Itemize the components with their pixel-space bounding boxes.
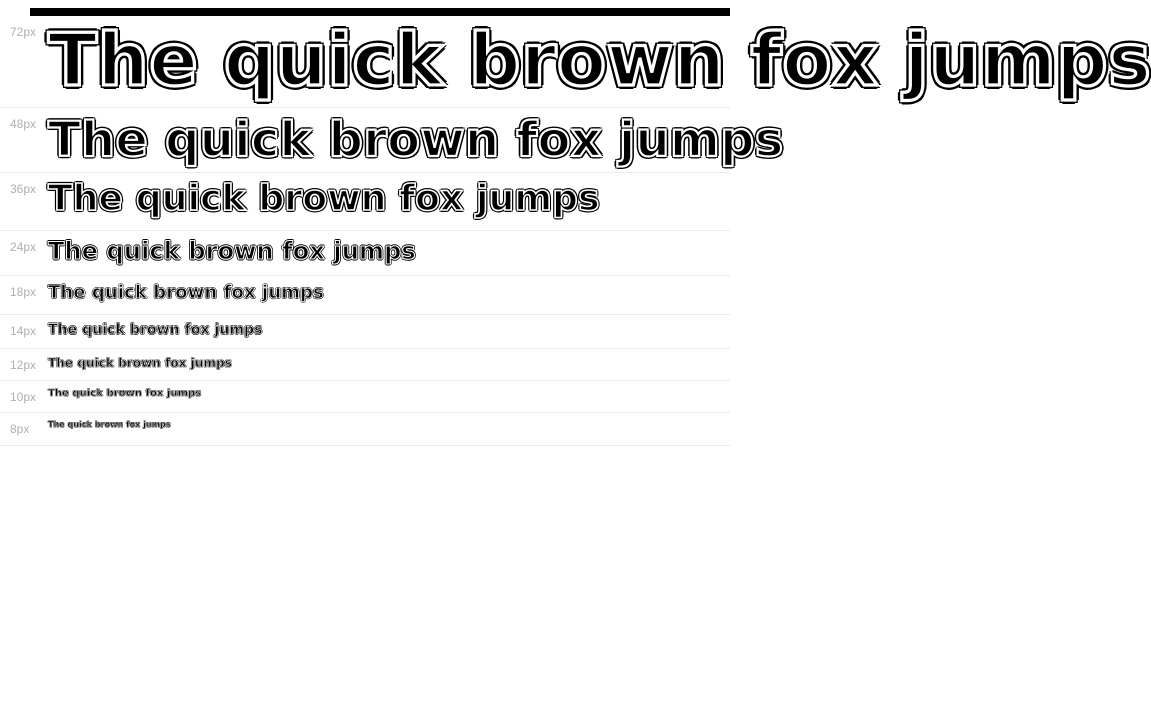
sample-text: The quick brown fox jumps bbox=[48, 18, 1151, 102]
specimen-row-18 bbox=[0, 276, 730, 315]
size-label: 72px bbox=[10, 25, 37, 39]
size-label: 8px bbox=[10, 422, 30, 437]
sample-text: The quick brown fox jumps bbox=[48, 356, 232, 370]
size-label: 48px bbox=[10, 117, 37, 131]
top-rule bbox=[30, 8, 730, 16]
size-label: 24px bbox=[10, 240, 37, 254]
font-size-waterfall bbox=[0, 16, 1151, 446]
specimen-row-48 bbox=[0, 108, 784, 173]
sample-text: The quick brown fox jumps bbox=[48, 178, 600, 219]
sample-text: The quick brown fox jumps bbox=[48, 420, 171, 430]
size-label: 12px bbox=[10, 358, 37, 372]
sample-text: The quick brown fox jumps bbox=[48, 112, 784, 168]
specimen-row-8 bbox=[0, 413, 730, 445]
specimen-row-36 bbox=[0, 173, 730, 231]
sample-text: The quick brown fox jumps bbox=[48, 237, 416, 265]
specimen-row-14 bbox=[0, 315, 730, 349]
specimen-row-10 bbox=[0, 381, 730, 413]
size-label: 36px bbox=[10, 182, 37, 196]
specimen-row-24 bbox=[0, 231, 730, 276]
size-label: 10px bbox=[10, 390, 37, 405]
specimen-row-12 bbox=[0, 349, 730, 381]
size-label: 14px bbox=[10, 324, 37, 338]
sample-text: The quick brown fox jumps bbox=[48, 322, 263, 338]
sample-text: The quick brown fox jumps bbox=[48, 282, 324, 303]
size-label: 18px bbox=[10, 285, 37, 299]
sample-text: The quick brown fox jumps bbox=[48, 388, 202, 400]
specimen-row-72 bbox=[0, 16, 1151, 108]
